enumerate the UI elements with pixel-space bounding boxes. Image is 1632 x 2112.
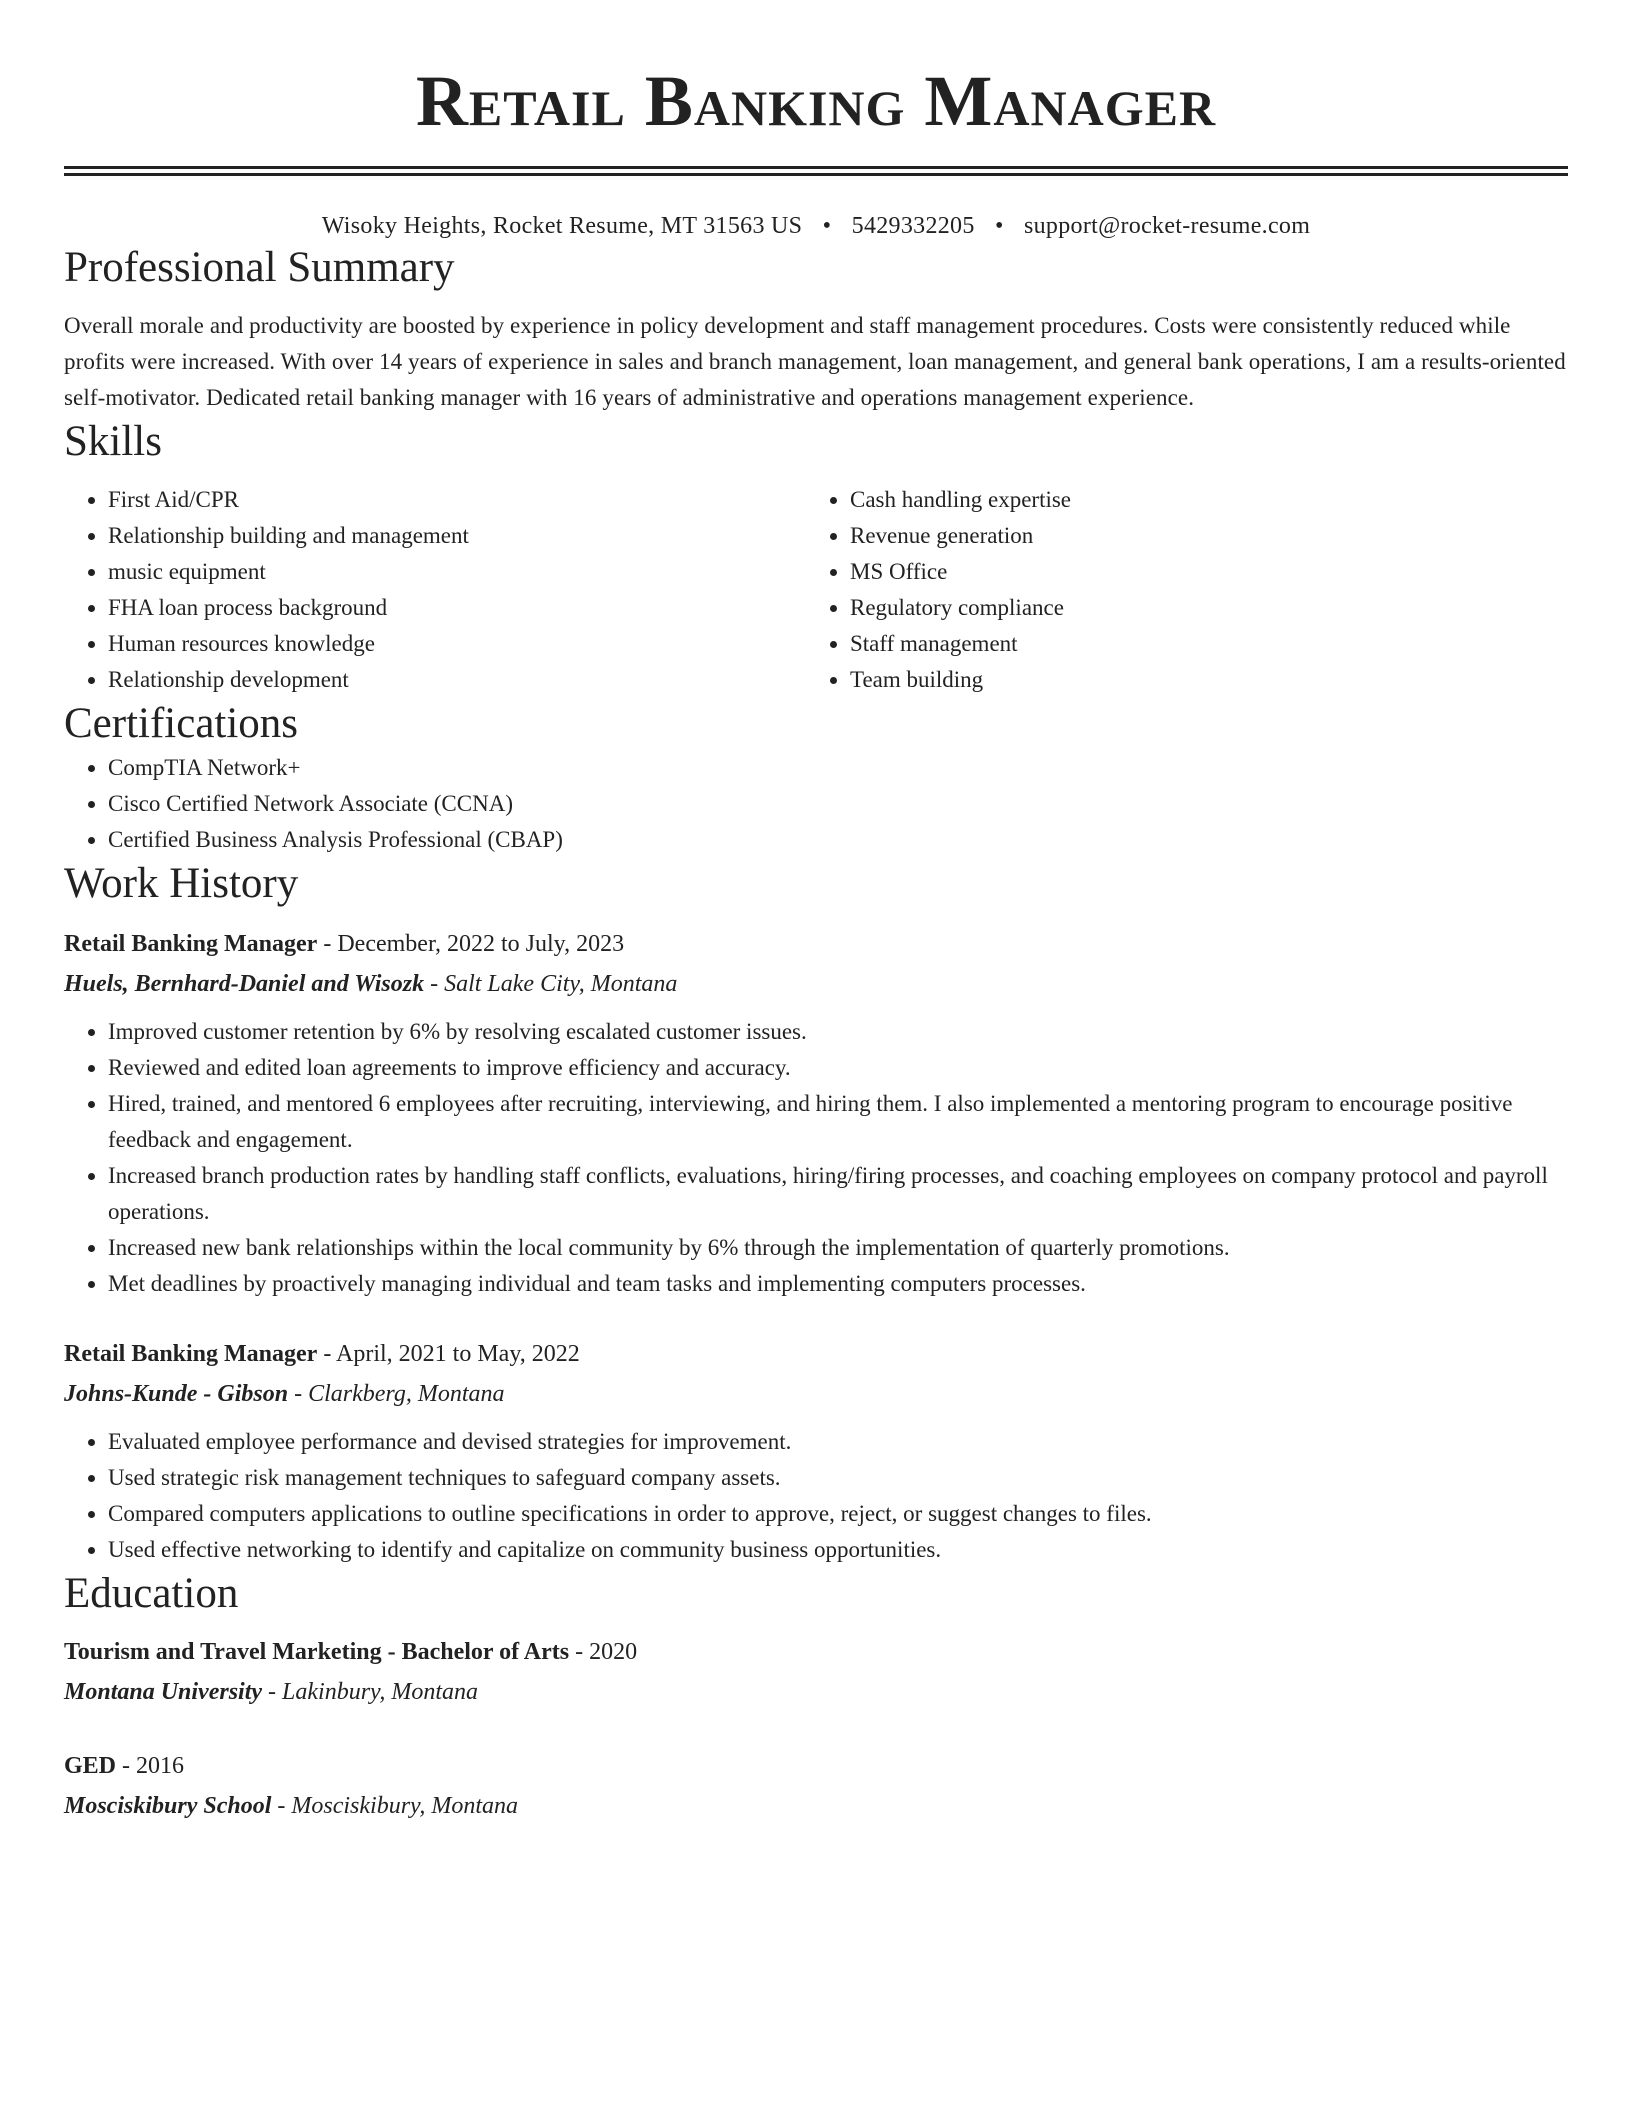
job-company: Huels, Bernhard-Daniel and Wisozk — [64, 971, 425, 997]
job-bullet: • Improved customer retention by 6% by resolving escalated customer issues. — [108, 1014, 1568, 1050]
skill-item: • First Aid/CPR — [108, 482, 806, 518]
job-entry — [64, 1334, 1568, 1568]
education-school: Montana University — [64, 1679, 263, 1705]
job-location: Salt Lake City, Montana — [444, 971, 678, 997]
dash: - — [262, 1679, 283, 1705]
skill-item: • music equipment — [108, 554, 806, 590]
contact-email: support@rocket-resume.com — [1023, 213, 1311, 239]
job-bullet: • Compared computers applications to outline specifications in order to approve, reject, or suggest changes to files. — [108, 1496, 1568, 1532]
skill-item: • Relationship development — [108, 662, 806, 698]
dash: - — [288, 1381, 309, 1407]
education-entry — [64, 1632, 1568, 1712]
education-year: 2016 — [136, 1753, 185, 1779]
job-company-line — [64, 964, 1568, 1004]
job-position: Retail Banking Manager — [64, 931, 318, 957]
header-double-rule — [64, 166, 1568, 176]
education-degree-line — [64, 1632, 1568, 1672]
contact-phone: 5429332205 — [851, 213, 975, 239]
skill-item: • MS Office — [850, 554, 1548, 590]
job-entry — [64, 924, 1568, 1302]
contact-separator: • — [994, 213, 1004, 239]
work-history-heading: Work History — [64, 860, 299, 907]
education-degree-line — [64, 1746, 1568, 1786]
certification-item: • Certified Business Analysis Professional (CBAP) — [108, 822, 1568, 858]
dash: - — [317, 931, 338, 957]
education-school: Mosciskibury School — [64, 1793, 272, 1819]
education-location: Mosciskibury, Montana — [291, 1793, 519, 1819]
certification-item: • CompTIA Network+ — [108, 750, 1568, 786]
skill-item: • Regulatory compliance — [850, 590, 1548, 626]
skill-item: • Staff management — [850, 626, 1548, 662]
education-degree: Tourism and Travel Marketing - Bachelor of Arts — [64, 1639, 570, 1665]
dash: - — [317, 1341, 337, 1367]
education-location: Lakinbury, Montana — [282, 1679, 479, 1705]
dash: - — [424, 971, 445, 997]
certifications-heading: Certifications — [64, 700, 299, 747]
job-bullet: • Used effective networking to identify and capitalize on community business opportunities. — [108, 1532, 1568, 1568]
job-bullet: • Met deadlines by proactively managing individual and team tasks and implementing computers processes. — [108, 1266, 1568, 1302]
job-title-line — [64, 1334, 1568, 1374]
job-dates: December, 2022 to July, 2023 — [337, 931, 625, 957]
contact-separator: • — [822, 213, 832, 239]
skill-item: • FHA loan process background — [108, 590, 806, 626]
skills-heading: Skills — [64, 418, 162, 465]
job-position: Retail Banking Manager — [64, 1341, 318, 1367]
dash: - — [271, 1793, 292, 1819]
job-bullets — [64, 1014, 1568, 1302]
skill-item: • Team building — [850, 662, 1548, 698]
contact-line — [64, 210, 1568, 242]
contact-address: Wisoky Heights, Rocket Resume, MT 31563 US — [321, 213, 803, 239]
certifications-list — [64, 750, 1568, 858]
education-heading: Education — [64, 1570, 239, 1617]
job-company: Johns-Kunde - Gibson — [64, 1381, 289, 1407]
job-dates: April, 2021 to May, 2022 — [336, 1341, 580, 1367]
certification-item: • Cisco Certified Network Associate (CCNA) — [108, 786, 1568, 822]
skill-item: • Cash handling expertise — [850, 482, 1548, 518]
job-bullet: • Increased branch production rates by handling staff conflicts, evaluations, hiring/firing processes, and coaching employees on company protocol and payroll operations. — [108, 1158, 1568, 1230]
job-bullet: • Increased new bank relationships within the local community by 6% through the implementation of quarterly promotions. — [108, 1230, 1568, 1266]
job-bullet: • Used strategic risk management techniques to safeguard company assets. — [108, 1460, 1568, 1496]
education-degree: GED — [64, 1753, 117, 1779]
skills-right-list — [806, 482, 1548, 698]
job-bullet: • Reviewed and edited loan agreements to improve efficiency and accuracy. — [108, 1050, 1568, 1086]
skill-item: • Relationship building and management — [108, 518, 806, 554]
skill-item: • Human resources knowledge — [108, 626, 806, 662]
summary-text: Overall morale and productivity are boosted by experience in policy development and staff management procedures. Costs were consistently reduced while profits were increased. With over 14 years of experience in sales and branch management, loan management, and general bank operations, I am a results-oriented self-motivator. Dedicated retail banking manager with 16 years of administrative and operations management experience. — [64, 313, 1566, 410]
education-entry — [64, 1746, 1568, 1826]
dash: - — [569, 1639, 590, 1665]
job-location: Clarkberg, Montana — [308, 1381, 505, 1407]
resume-name: Retail Banking Manager — [415, 61, 1217, 141]
job-bullet: • Evaluated employee performance and devised strategies for improvement. — [108, 1424, 1568, 1460]
job-bullets — [64, 1424, 1568, 1568]
education-school-line — [64, 1786, 1568, 1826]
dash: - — [116, 1753, 137, 1779]
summary-heading: Professional Summary — [64, 244, 455, 291]
education-year: 2020 — [589, 1639, 638, 1665]
skills-columns — [64, 482, 1568, 698]
job-title-line — [64, 924, 1568, 964]
skills-left-list — [64, 482, 806, 698]
skill-item: • Revenue generation — [850, 518, 1548, 554]
job-company-line — [64, 1374, 1568, 1414]
job-bullet: • Hired, trained, and mentored 6 employees after recruiting, interviewing, and hiring them. I also implemented a mentoring program to encourage positive feedback and engagement. — [108, 1086, 1568, 1158]
education-school-line — [64, 1672, 1568, 1712]
